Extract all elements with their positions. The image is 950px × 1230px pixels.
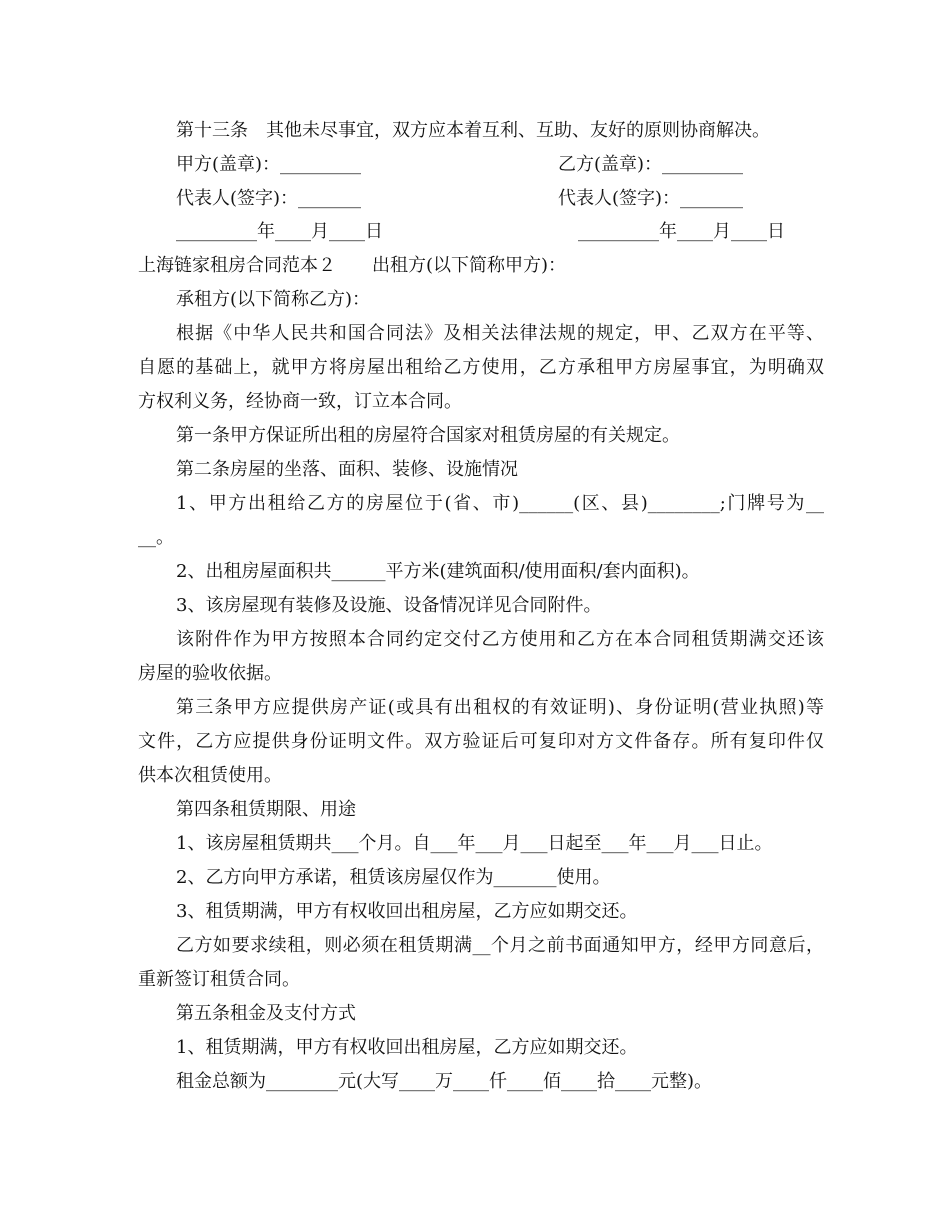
party-b-seal: 乙方(盖章)：_________ — [558, 154, 744, 175]
article-4-item-2: 2、乙方向甲方承诺，租赁该房屋仅作为_______使用。 — [176, 867, 611, 888]
party-a-representative: 代表人(签字)：_______ — [176, 188, 362, 209]
article-3-line: 供本次租赁使用。 — [138, 765, 282, 786]
article-5-rent-total: 租金总额为________元(大写____万____仟____佰____拾____元整)。 — [176, 1071, 713, 1092]
article-1: 第一条甲方保证所出租的房屋符合国家对租赁房屋的有关规定。 — [176, 425, 680, 446]
article-3-line: 文件，乙方应提供身份证明文件。双方验证后可复印对方文件备存。所有复印件仅 — [138, 731, 824, 752]
sample-2-title-line: 上海链家租房合同范本２ 出租方(以下简称甲方)： — [138, 255, 567, 276]
lessee-line: 承租方(以下简称乙方)： — [176, 289, 371, 310]
article-3-line: 第三条甲方应提供房产证(或具有出租权的有效证明)、身份证明(营业执照)等 — [176, 697, 824, 718]
article-2-title: 第二条房屋的坐落、面积、装修、设施情况 — [176, 459, 518, 480]
preamble-line: 方权利义务，经协商一致，订立本合同。 — [138, 391, 462, 412]
article-2-item-1: 1、甲方出租给乙方的房屋位于(省、市)______(区、县)________;门牌号为__ — [176, 493, 824, 514]
article-4-item-3: 3、租赁期满，甲方有权收回出租房屋，乙方应如期交还。 — [176, 901, 638, 922]
article-2-item-3: 3、该房屋现有装修及设施、设备情况详见合同附件。 — [176, 595, 602, 616]
article-4-title: 第四条租赁期限、用途 — [176, 799, 356, 820]
article-4-item-1: 1、该房屋租赁期共___个月。自___年___月___日起至___年___月___日止。 — [176, 833, 773, 854]
article-5-title: 第五条租金及支付方式 — [176, 1003, 356, 1024]
party-b-date: _________年____月____日 — [578, 221, 785, 242]
article-5-item-1: 1、租赁期满，甲方有权收回出租房屋，乙方应如期交还。 — [176, 1037, 638, 1058]
article-2-item-2: 2、出租房屋面积共______平方米(建筑面积/使用面积/套内面积)。 — [176, 561, 700, 582]
article-2-note-continuation: 房屋的验收依据。 — [138, 663, 282, 684]
article-4-renewal-continuation: 重新签订租赁合同。 — [138, 969, 300, 990]
article-13: 第十三条 其他未尽事宜，双方应本着互利、互助、友好的原则协商解决。 — [176, 120, 770, 141]
article-2-item-1-continuation: __。 — [138, 527, 174, 548]
party-a-date: _________年____月____日 — [176, 221, 383, 242]
party-b-representative: 代表人(签字)：_______ — [558, 188, 744, 209]
party-a-seal: 甲方(盖章)：_________ — [176, 154, 362, 175]
article-2-note: 该附件作为甲方按照本合同约定交付乙方使用和乙方在本合同租赁期满交还该 — [176, 629, 824, 650]
preamble-line: 自愿的基础上，就甲方将房屋出租给乙方使用，乙方承租甲方房屋事宜，为明确双 — [138, 357, 824, 378]
preamble-line: 根据《中华人民共和国合同法》及相关法律法规的规定，甲、乙双方在平等、 — [176, 323, 824, 344]
article-4-renewal: 乙方如要求续租，则必须在租赁期满__个月之前书面通知甲方，经甲方同意后， — [176, 935, 824, 956]
